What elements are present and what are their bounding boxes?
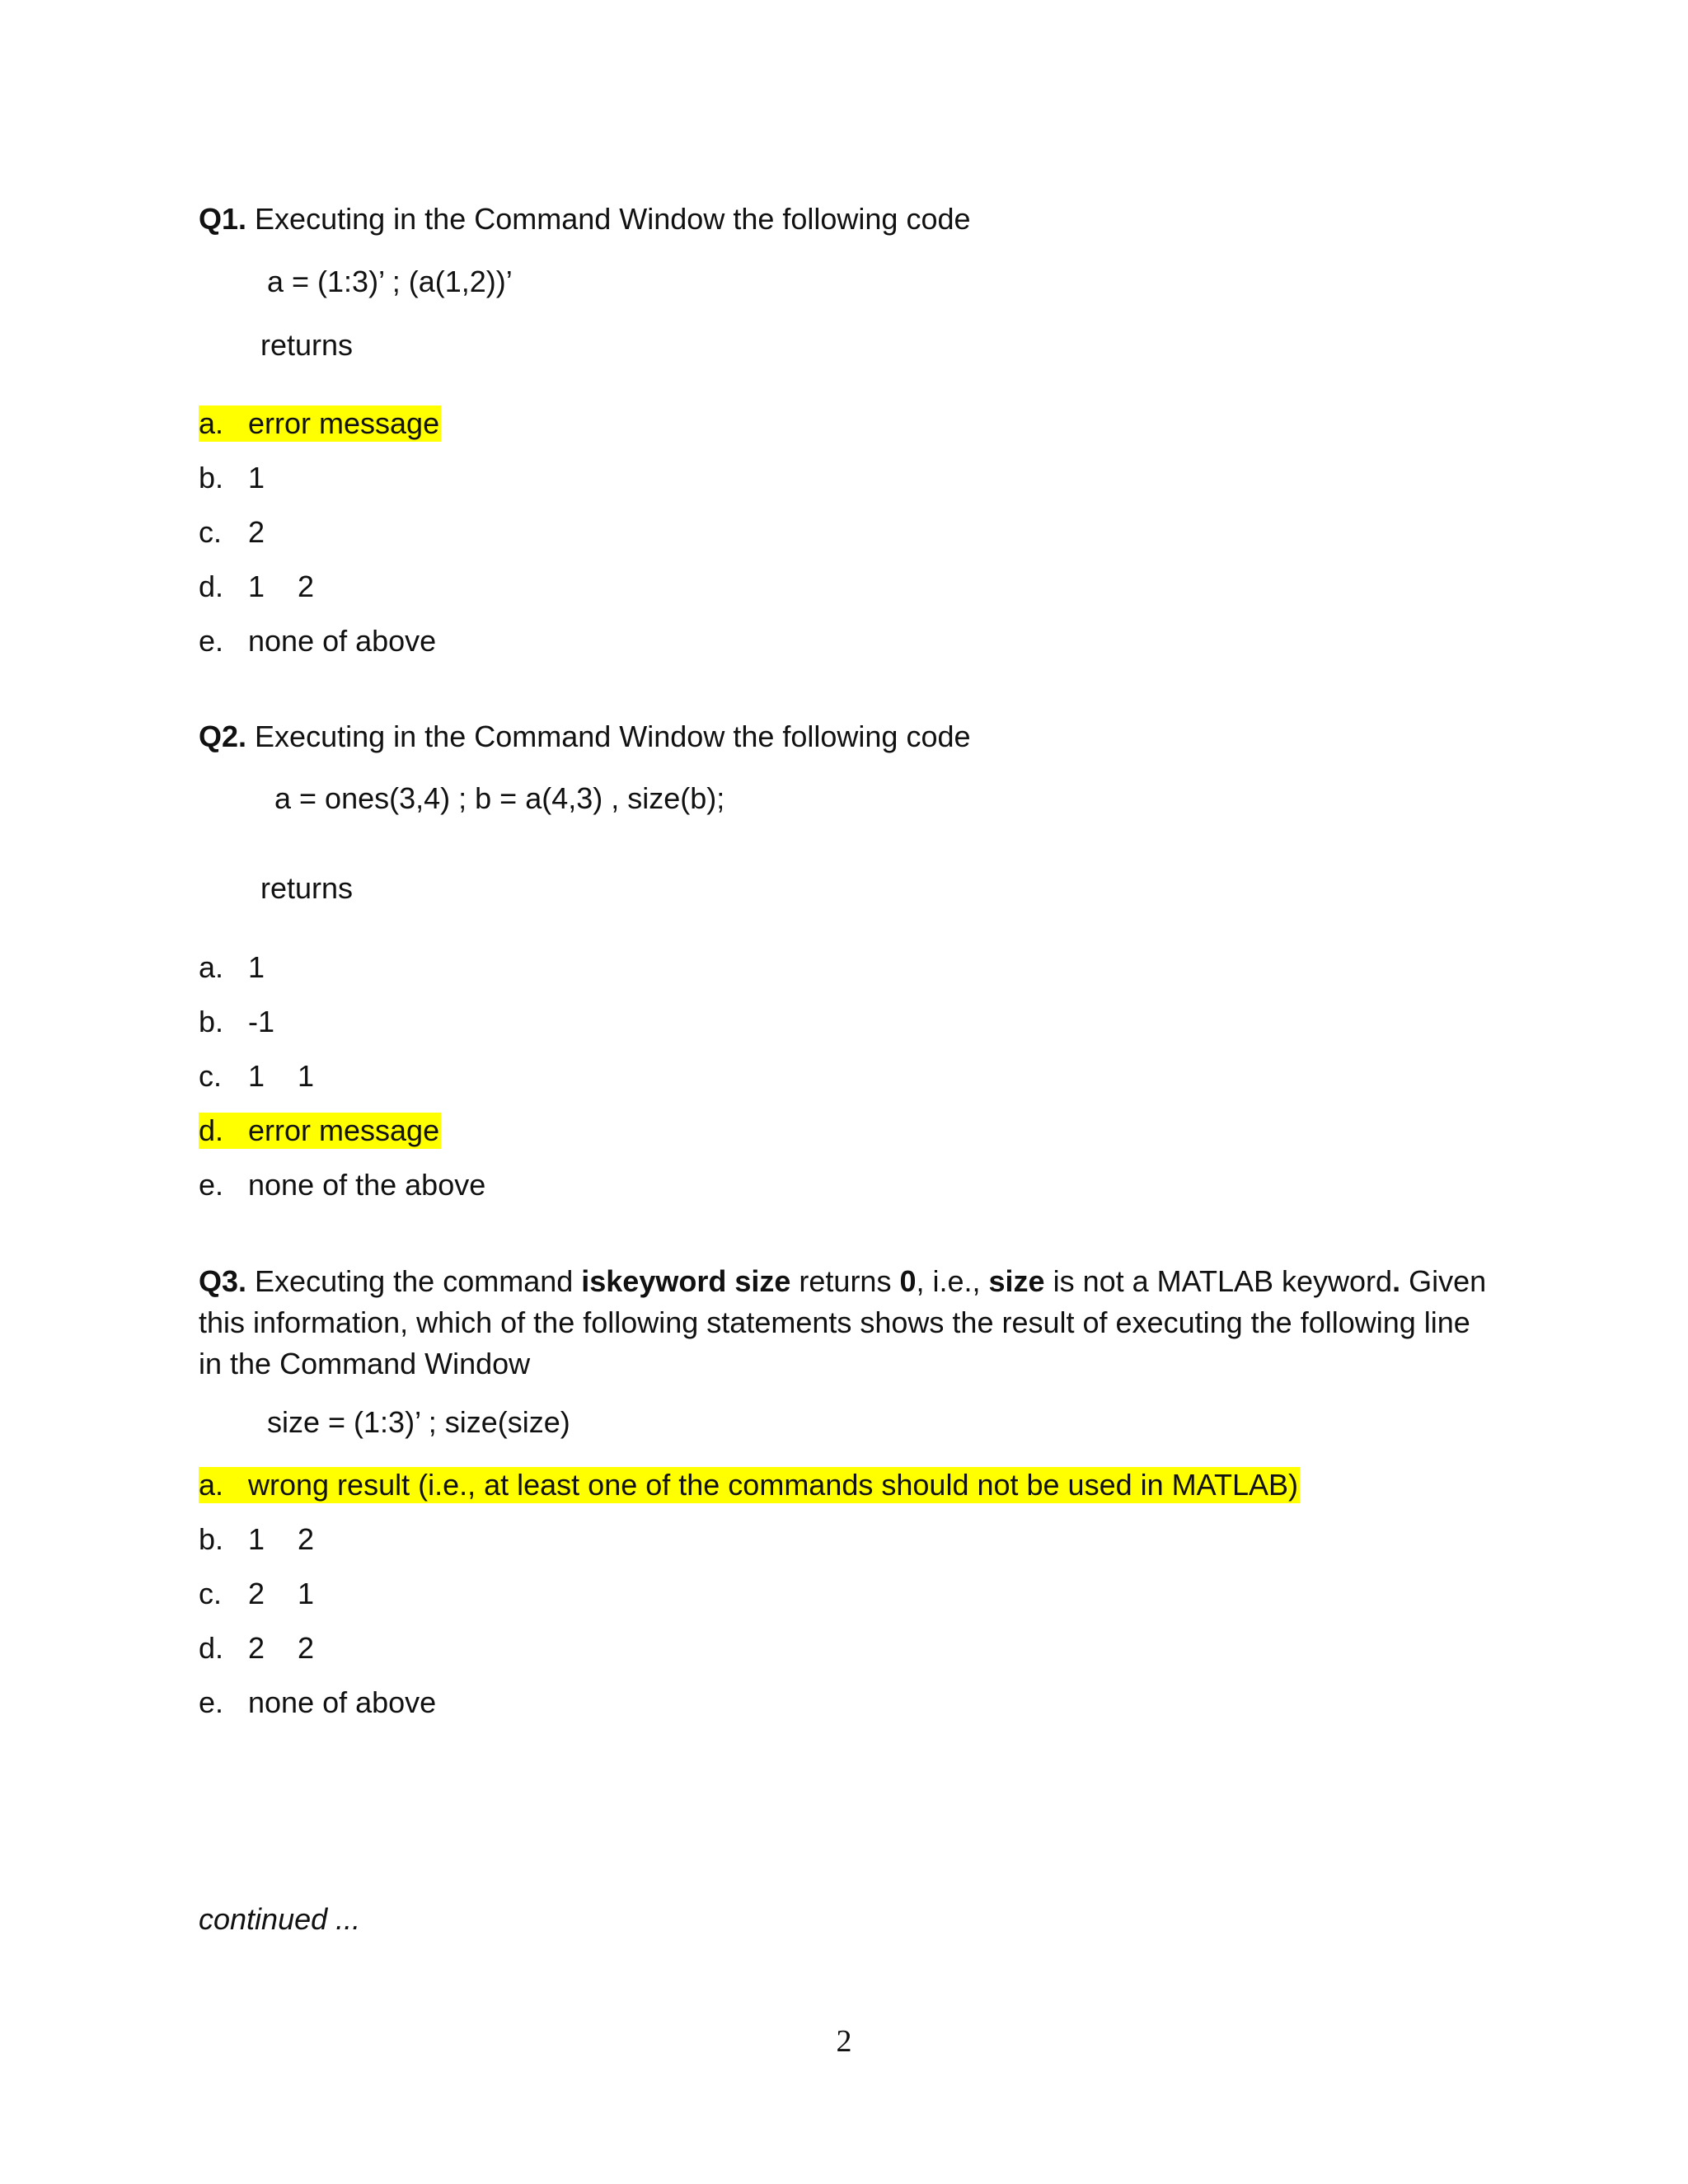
q3-number: Q3. (199, 1264, 247, 1298)
q3-option-d: d. 2 2 (199, 1631, 315, 1665)
answer-highlight: a. wrong result (i.e., at least one of the commands should not be used in MATLAB) (199, 1468, 1298, 1502)
q1-code: a = (1:3)’ ; (a(1,2))’ (267, 265, 513, 298)
q1-stem-text: Executing in the Command Window the following code (255, 202, 971, 236)
q3-option-a (199, 1467, 1300, 1503)
q3-code: size = (1:3)’ ; size(size) (267, 1405, 570, 1439)
q2-returns: returns (260, 871, 354, 905)
q2-code: a = ones(3,4) ; b = a(4,3) , size(b); (274, 781, 725, 815)
q2-option-c: c. 1 1 (199, 1059, 315, 1093)
q3-option-c: c. 2 1 (199, 1577, 315, 1610)
answer-highlight: d. error message (199, 1113, 440, 1147)
q2-option-e: e. none of the above (199, 1168, 486, 1202)
q1-option-e: e. none of above (199, 624, 437, 658)
q1-returns: returns (260, 328, 354, 362)
q1-option-a (199, 405, 441, 442)
q2-number: Q2. (199, 719, 247, 753)
answer-highlight: a. error message (199, 406, 440, 440)
q1-option-c: c. 2 (199, 515, 265, 549)
q1-option-b: b. 1 (199, 461, 265, 494)
continued-note: continued ... (199, 1902, 361, 1936)
q2-option-b: b. -1 (199, 1005, 275, 1038)
q1-number: Q1. (199, 202, 247, 236)
q2-option-d (199, 1113, 441, 1149)
page-number: 2 (836, 2024, 852, 2059)
q1-stem (199, 201, 971, 237)
q3-option-e: e. none of above (199, 1685, 437, 1719)
q2-stem-text: Executing in the Command Window the following code (255, 719, 971, 753)
q3-option-b: b. 1 2 (199, 1522, 315, 1556)
q2-stem (199, 719, 971, 755)
q3-stem: Q3. Executing the command iskeyword size returns 0, i.e., size is not a MATLAB keyword. Given this information, which of the following statements shows the result of executing the following line in the Command Window (199, 1264, 1487, 1380)
q2-option-a: a. 1 (199, 950, 265, 984)
q1-option-d: d. 1 2 (199, 569, 315, 603)
